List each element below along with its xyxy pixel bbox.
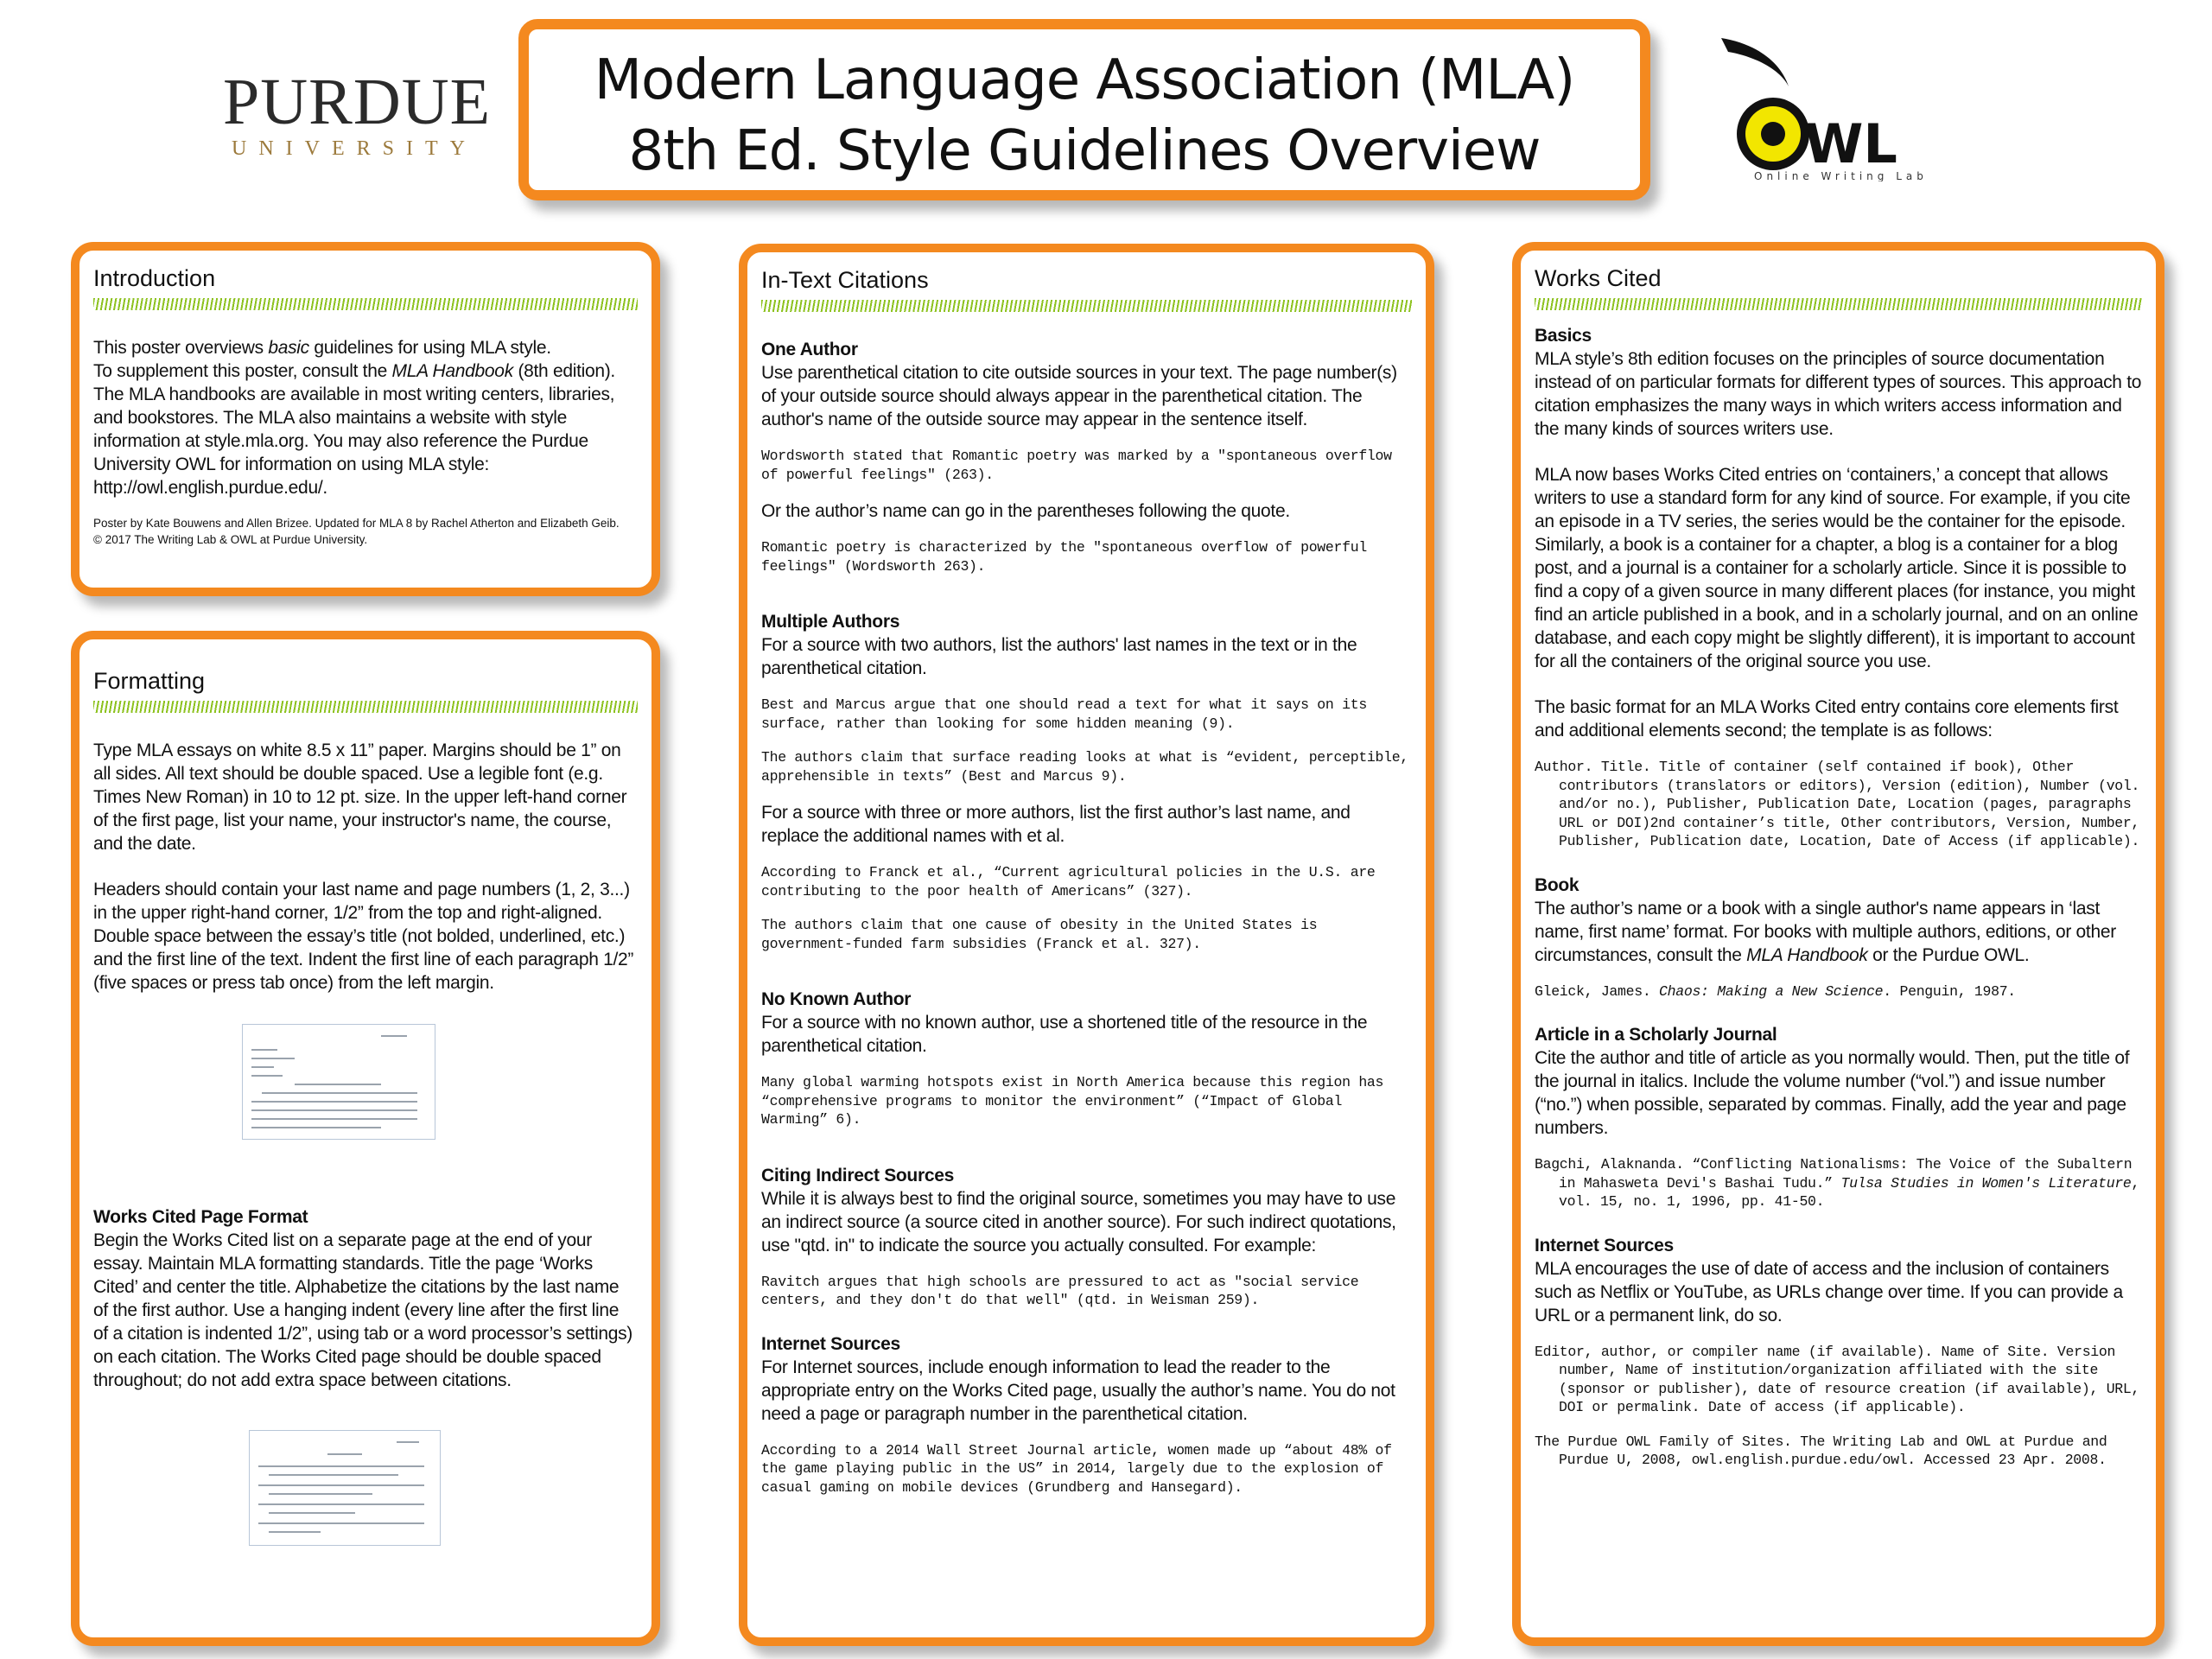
title-box: [518, 19, 1650, 200]
scholarly-article-heading: Article in a Scholarly Journal: [1535, 1025, 1777, 1045]
poster-title-line2: 8th Ed. Style Guidelines Overview: [628, 119, 1541, 183]
introduction-panel: [71, 242, 660, 596]
basics-paragraph-3: The basic format for an MLA Works Cited entry contains core elements first and additional elements second; the template is as follows:: [1535, 697, 2119, 741]
example-citation: Many global warming hotspots exist in North America because this region has “comprehensive programs to monitor the environment” (“Impact of Global Warming” 6).: [761, 1074, 1392, 1128]
works-cited-template: Author. Title. Title of container (self contained if book), Other contributors (translators or editors), Version (edition), Number (vol. and/or no.), Publisher, Publication Date, Location (pages, paragraphs URL or DOI)2nd container’s title, Other contributors, Version, Number, Publisher, Publication date, Location, Date of Access (if applicable).: [1535, 759, 2148, 849]
introduction-text: This poster overviews basic guidelines for using MLA style. To supplement this poster, consult the MLA Handbook (8th edition). The MLA handbooks are available in most writing centers, libraries, and bookstores. The MLA also maintains a website with style information at style.mla.org. You may also reference the Purdue University OWL for information on using MLA style: http://owl.english.purdue.edu/.: [93, 338, 615, 498]
in-text-citations-panel: [739, 244, 1434, 1646]
multiple-authors-heading: Multiple Authors: [761, 612, 900, 632]
internet-sources-heading: Internet Sources: [761, 1333, 900, 1354]
in-text-heading: In-Text Citations: [761, 267, 929, 293]
basics-paragraph-1: MLA style’s 8th edition focuses on the principles of source documentation instead of on particular formats for different types of sources. This approach to citation emphasizes the many ways in which writers access information and the many kinds of sources writers use.: [1535, 349, 2142, 439]
one-author-heading: One Author: [761, 340, 858, 359]
works-cited-format-paragraph: Begin the Works Cited list on a separate page at the end of your essay. Maintain MLA formatting standards. Title the page ‘Works Cited’ and center the title. Alphabetize the citations by the last name of the first author. Use a hanging indent (every line after the first line of a citation is indented 1/2”, using tab or a word processor’s settings) on each citation. The Works Cited page should be double spaced throughout; do not add extra space between citations.: [93, 1230, 633, 1390]
sample-works-cited-image: [249, 1430, 441, 1546]
example-citation: The authors claim that surface reading looks at what is “evident, perceptible, apprehensible in texts” (Best and Marcus 9).: [761, 749, 1417, 785]
internet-sources-heading: Internet Sources: [1535, 1235, 1674, 1255]
section-rule: [1535, 298, 2142, 310]
section-rule: [761, 300, 1412, 312]
works-cited-heading: Works Cited: [1535, 265, 1662, 291]
book-heading: Book: [1535, 874, 1580, 895]
basics-paragraph-2: MLA now bases Works Cited entries on ‘containers,’ a concept that allows writers to use a standard form for any kind of source. For example, if you cite an episode in a TV series, the series would be the container for the episode. Similarly, a book is a container for a chapter, a blog is a container for a blog post, and a journal is a container for a scholarly article. Since it is possible to find a copy of a given source in many different places (for instance, you might find an article published in a book, and in a scholarly journal, and on an online database, and each copy might be slightly different), it is important to account for all the containers of the original source you use.: [1535, 465, 2139, 671]
one-author-paragraph: Use parenthetical citation to cite outside sources in your text. The page number(s) of your outside source should always appear in the parenthetical citation. The author's name of the outside source may appear in the sentence itself.: [761, 363, 1397, 429]
internet-template: Editor, author, or compiler name (if available). Name of Site. Version number, Name of institution/organization affiliated with the site (sponsor or publisher), date of resource creation (if available), URL, DOI or permalink. Date of access (if applicable).: [1535, 1343, 2148, 1415]
indirect-sources-heading: Citing Indirect Sources: [761, 1165, 954, 1185]
purdue-subtitle: UNIVERSITY: [232, 137, 477, 160]
internet-sources-paragraph: MLA encourages the use of date of access and the inclusion of containers such as Netflix or YouTube, as URLs change over time. If you can provide a URL or a permanent link, do so.: [1535, 1258, 2123, 1325]
section-rule: [93, 298, 638, 310]
sample-first-page-image: [242, 1024, 435, 1140]
example-citation: Best and Marcus argue that one should read a text for what it says on its surface, rather than looking for some hidden meaning (9).: [761, 696, 1376, 732]
indirect-sources-paragraph: While it is always best to find the original source, sometimes you may have to use an indirect source (a source cited in another source). For such indirect quotations, use "qtd. in" to indicate the source you actually consulted. For example:: [761, 1188, 1396, 1255]
example-citation: According to a 2014 Wall Street Journal article, women made up “about 48% of the game playing public in the US” in 2014, largely due to the explosion of casual gaming on mobile devices (Grundberg and Hansegard).: [761, 1441, 1401, 1496]
basics-heading: Basics: [1535, 326, 1592, 346]
no-known-author-paragraph: For a source with no known author, use a shortened title of the resource in the parenthetical citation.: [761, 1013, 1368, 1056]
multiple-authors-paragraph: For a source with two authors, list the authors' last names in the text or in the parenthetical citation.: [761, 635, 1357, 678]
formatting-paragraph-1: Type MLA essays on white 8.5 x 11” paper. Margins should be 1” on all sides. All text should be double spaced. Use a legible font (e.g. Times New Roman) in 10 to 12 pt. size. In the upper left-hand corner of the first page, list your name, your instructor's name, the course, and the date.: [93, 741, 627, 854]
section-rule: [93, 701, 638, 713]
example-citation: According to Franck et al., “Current agricultural policies in the U.S. are contributing to the poor health of Americans” (327).: [761, 864, 1384, 899]
formatting-heading: Formatting: [93, 668, 206, 694]
purdue-wordmark: PURDUE: [223, 66, 492, 138]
works-cited-panel: [1512, 242, 2164, 1646]
example-citation: Romantic poetry is characterized by the "spontaneous overflow of powerful feelings" (Wordsworth 263).: [761, 539, 1376, 575]
example-citation: Ravitch argues that high schools are pressured to act as "social service centers, and they don't do that well" (qtd. in Weisman 259).: [761, 1273, 1367, 1308]
purdue-logo: [223, 66, 492, 161]
book-example: Gleick, James. Chaos: Making a New Science. Penguin, 1987.: [1535, 982, 2016, 1000]
no-known-author-heading: No Known Author: [761, 989, 912, 1009]
internet-sources-paragraph: For Internet sources, include enough information to lead the reader to the appropriate entry on the Works Cited page, usually the author’s name. You do not need a page or paragraph number in the parenthetical citation.: [761, 1357, 1395, 1424]
example-citation: Wordsworth stated that Romantic poetry was marked by a "spontaneous overflow of powerful feelings" (263).: [761, 448, 1401, 483]
scholarly-article-example: Bagchi, Alaknanda. “Conflicting Nationalisms: The Voice of the Subaltern in Mahasweta Devi's Bashai Tudu.” Tulsa Studies in Women's Literature, vol. 15, no. 1, 1996, pp. 41-50.: [1535, 1156, 2148, 1210]
formatting-panel: [71, 631, 660, 1646]
internet-example: The Purdue OWL Family of Sites. The Writing Lab and OWL at Purdue and Purdue U, 2008, owl.english.purdue.edu/owl. Accessed 23 Apr. 2008.: [1535, 1433, 2116, 1468]
poster-credits: Poster by Kate Bouwens and Allen Brizee. Updated for MLA 8 by Rachel Atherton and Elizabeth Geib. © 2017 The Writing Lab & OWL at Purdue University.: [93, 517, 620, 546]
owl-feather-icon: [1721, 38, 1789, 86]
poster-title-line1: Modern Language Association (MLA): [594, 48, 1575, 112]
owl-wordmark-wl: WL: [1804, 112, 1897, 175]
scholarly-article-paragraph: Cite the author and title of article as you normally would. Then, put the title of the journal in italics. Include the volume number (“vol.”) and issue number (“no.”) when possible, separated by commas. Finally, add the year and page numbers.: [1535, 1048, 2130, 1138]
introduction-heading: Introduction: [93, 265, 216, 291]
multiple-authors-paragraph-2: For a source with three or more authors, list the first author’s last name, and replace the additional names with et al.: [761, 803, 1351, 846]
or-paragraph: Or the author’s name can go in the parentheses following the quote.: [761, 501, 1290, 521]
owl-logo: [1719, 35, 1953, 181]
works-cited-format-heading: Works Cited Page Format: [93, 1207, 308, 1227]
owl-eye-pupil: [1761, 122, 1785, 146]
example-citation: The authors claim that one cause of obesity in the United States is government-funded farm subsidies (Franck et al. 327).: [761, 917, 1325, 952]
book-paragraph: The author’s name or a book with a single author's name appears in ‘last name, first name’ format. For books with multiple authors, editions, or other circumstances, consult the MLA Handbook or the Purdue OWL.: [1535, 898, 2116, 965]
formatting-paragraph-2: Headers should contain your last name and page numbers (1, 2, 3...) in the upper right-hand corner, 1/2” from the top and right-aligned. Double space between the essay’s title (not bolded, underlined, etc.) and the first line of the text. Indent the first line of each paragraph 1/2” (five spaces or press tab once) from the left margin.: [93, 880, 634, 993]
owl-subtitle: Online Writing Lab: [1754, 170, 1928, 181]
